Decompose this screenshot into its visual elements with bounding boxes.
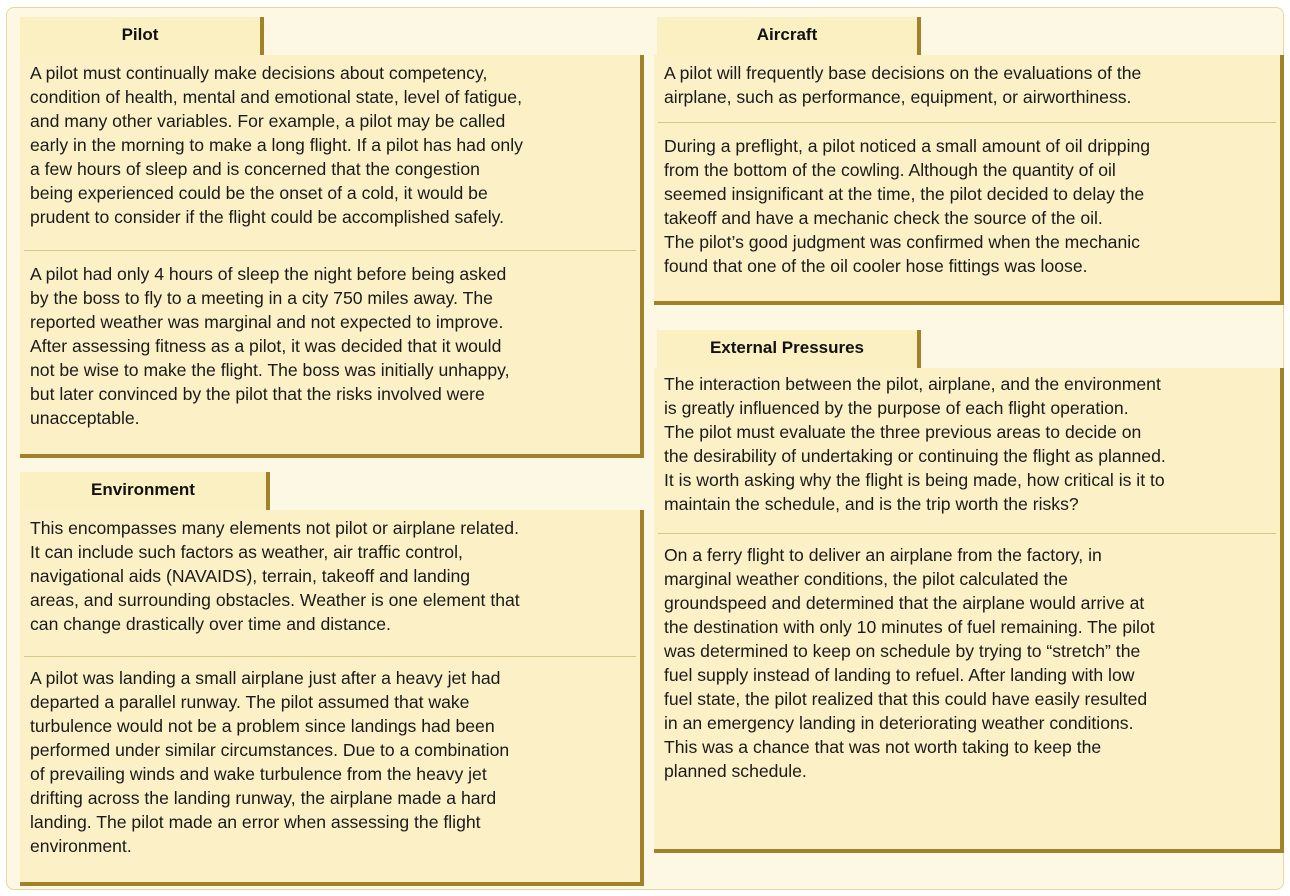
pilot-divider (24, 250, 636, 251)
external-pressures-divider (658, 533, 1276, 534)
environment-title: Environment (91, 480, 195, 499)
external-pressures-panel (654, 368, 1284, 853)
aircraft-example: During a preflight, a pilot noticed a small amount of oil dripping from the bottom of the cowling. Although the quantity of oil seemed insignificant at the time, the pilot decided to delay the takeoff and have a mechanic check the source of the oil. The pilot’s good judgment was confirmed when the mechanic found that one of the oil cooler hose fittings was loose. (664, 136, 1151, 276)
environment-divider (24, 656, 636, 657)
pilot-title: Pilot (121, 25, 159, 44)
environment-description: This encompasses many elements not pilot or airplane related. It can include such factors as weather, air traffic control, navigational aids (NAVAIDS), terrain, takeoff and landing areas, and surrounding obstacles. Weather is one element that can change drastically over time and distance. (30, 518, 520, 634)
aircraft-divider (658, 122, 1276, 123)
pilot-example: A pilot had only 4 hours of sleep the night before being asked by the boss to fly to a meeting in a city 750 miles away. The reported weather was marginal and not expected to improve. After assessing fitness as a pilot, it was decided that it would not be wise to make the flight. The boss was initially unhappy, but later convinced by the pilot that the risks involved were unacceptable. (30, 264, 510, 428)
external-pressures-example: On a ferry flight to deliver an airplane from the factory, in marginal weather conditions, the pilot calculated the groundspeed and determined that the airplane would arrive at the destination with only 10 minutes of fuel remaining. The pilot was determined to keep on schedule by trying to “stretch” the fuel supply instead of landing to refuel. After landing with low fuel state, the pilot realized that this could have easily resulted in an emergency landing in deteriorating weather conditions. This was a chance that was not worth taking to keep the planned schedule. (664, 545, 1155, 781)
environment-example: A pilot was landing a small airplane just after a heavy jet had departed a parallel runway. The pilot assumed that wake turbulence would not be a problem since landings had been performed under similar circumstances. Due to a combination of prevailing winds and wake turbulence from the heavy jet drifting across the landing runway, the airplane made a hard landing. The pilot made an error when assessing the flight environment. (30, 668, 510, 856)
environment-tab (20, 472, 270, 512)
aircraft-title: Aircraft (756, 25, 818, 44)
pilot-description: A pilot must continually make decisions about competency, condition of health, mental and emotional state, level of fatigue, and many other variables. For example, a pilot may be called early in the morning to make a long flight. If a pilot has had only a few hours of sleep and is concerned that the congestion being experienced could be the onset of a cold, it would be prudent to consider if the flight could be accomplished safely. (30, 63, 523, 227)
external-pressures-description: The interaction between the pilot, airplane, and the environment is greatly influenced by the purpose of each flight operation. The pilot must evaluate the three previous areas to decide on the desirability of undertaking or continuing the flight as planned. It is worth asking why the flight is being made, how critical is it to maintain the schedule, and is the trip worth the risks? (664, 374, 1166, 514)
aircraft-panel (654, 55, 1284, 305)
aircraft-tab (657, 17, 921, 57)
aircraft-description: A pilot will frequently base decisions on the evaluations of the airplane, such as performance, equipment, or airworthiness. (664, 63, 1142, 107)
external-pressures-title: External Pressures (709, 338, 865, 357)
external-pressures-tab (657, 330, 921, 370)
pilot-tab (20, 17, 264, 57)
pilot-panel (20, 55, 644, 458)
environment-panel (20, 510, 644, 886)
